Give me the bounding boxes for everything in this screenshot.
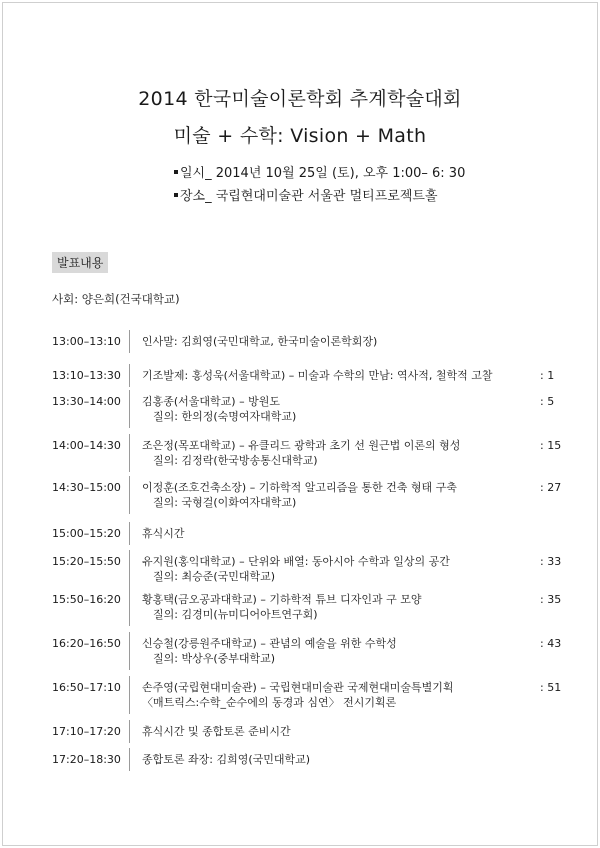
schedule-time: 16:50–17:10 — [52, 681, 121, 694]
schedule-content — [142, 554, 532, 584]
schedule-time: 13:30–14:00 — [52, 395, 121, 408]
schedule-content — [142, 480, 532, 510]
schedule-main-line: 유지원(홍익대학교) – 단위와 배열: 동아시아 수학과 일상의 공간 — [142, 555, 450, 568]
schedule-divider — [129, 550, 130, 588]
schedule-divider — [129, 476, 130, 514]
schedule-content — [142, 368, 532, 383]
schedule-divider — [129, 632, 130, 670]
schedule-page-number: : 5 — [540, 395, 555, 408]
schedule-sub-line: 질의: 최승준(국민대학교) — [153, 570, 276, 583]
schedule-divider — [129, 390, 130, 428]
schedule-main-line: 기조발제: 홍성욱(서울대학교) – 미술과 수학의 만남: 역사적, 철학적 고찰 — [142, 369, 493, 382]
schedule-main-line: 휴식시간 및 종합토론 준비시간 — [142, 725, 291, 738]
schedule-page-number: : 27 — [540, 481, 562, 494]
schedule-time: 17:20–18:30 — [52, 753, 121, 766]
schedule-divider — [129, 364, 130, 387]
schedule-time: 16:20–16:50 — [52, 637, 121, 650]
schedule-divider — [129, 330, 130, 353]
info-place — [174, 185, 438, 204]
schedule-sub-line: 질의: 김정락(한국방송통신대학교) — [153, 454, 318, 467]
schedule-main-line: 종합토론 좌장: 김희영(국민대학교) — [142, 753, 311, 766]
info-date — [174, 162, 465, 181]
schedule-sub-line: 질의: 박상우(중부대학교) — [153, 652, 276, 665]
schedule-time: 13:00–13:10 — [52, 335, 121, 348]
section-label: 발표내용 — [52, 252, 108, 273]
schedule-content — [142, 636, 532, 666]
schedule-time: 15:50–16:20 — [52, 593, 121, 606]
schedule-page-number: : 15 — [540, 439, 562, 452]
schedule-time: 14:00–14:30 — [52, 439, 121, 452]
schedule-content — [142, 526, 532, 541]
schedule-divider — [129, 522, 130, 545]
host-line: 사회: 양은희(건국대학교) — [52, 292, 180, 306]
schedule-page-number: : 1 — [540, 369, 555, 382]
schedule-main-line: 손주영(국립현대미술관) – 국립현대미술관 국제현대미술특별기획 — [142, 681, 454, 694]
schedule-sub-line: 〈매트릭스:수학_순수에의 동경과 심연〉 전시기획론 — [142, 696, 397, 709]
schedule-time: 13:10–13:30 — [52, 369, 121, 382]
schedule-main-line: 인사말: 김희영(국민대학교, 한국미술이론학회장) — [142, 335, 378, 348]
schedule-sub-line: 질의: 김경미(뉴미디어아트연구회) — [153, 608, 318, 621]
schedule-main-line: 황홍택(금오공과대학교) – 기하학적 튜브 디자인과 구 모양 — [142, 593, 422, 606]
schedule-page-number: : 35 — [540, 593, 562, 606]
schedule-main-line: 신승철(강릉원주대학교) – 관념의 예술을 위한 수학성 — [142, 637, 397, 650]
square-bullet-icon — [174, 193, 178, 197]
schedule-page-number: : 51 — [540, 681, 562, 694]
schedule-divider — [129, 720, 130, 743]
schedule-page-number: : 33 — [540, 555, 562, 568]
schedule-content — [142, 680, 532, 710]
page-title: 2014 한국미술이론학회 추계학술대회 — [138, 88, 462, 110]
schedule-main-line: 이정훈(조호건축소장) – 기하학적 알고리즘을 통한 건축 형태 구축 — [142, 481, 457, 494]
page-subtitle: 미술 + 수학: Vision + Math — [173, 125, 427, 147]
schedule-sub-line: 질의: 국형걸(이화여자대학교) — [153, 496, 297, 509]
info-date-text: 일시_ 2014년 10월 25일 (토), 오후 1:00– 6: 30 — [180, 166, 466, 181]
schedule-main-line: 휴식시간 — [142, 527, 185, 540]
schedule-content — [142, 592, 532, 622]
schedule-content — [142, 752, 532, 767]
schedule-divider — [129, 676, 130, 714]
schedule-content — [142, 334, 532, 349]
schedule-time: 15:20–15:50 — [52, 555, 121, 568]
schedule-page-number: : 43 — [540, 637, 562, 650]
schedule-content — [142, 724, 532, 739]
schedule-divider — [129, 748, 130, 771]
info-place-text: 장소_ 국립현대미술관 서울관 멀티프로젝트홀 — [180, 189, 438, 204]
schedule-divider — [129, 434, 130, 472]
schedule-main-line: 조은정(목포대학교) – 유클리드 광학과 초기 선 원근법 이론의 형성 — [142, 439, 461, 452]
schedule-time: 15:00–15:20 — [52, 527, 121, 540]
schedule-divider — [129, 588, 130, 626]
schedule-time: 14:30–15:00 — [52, 481, 121, 494]
schedule-sub-line: 질의: 한의정(숙명여자대학교) — [153, 410, 297, 423]
square-bullet-icon — [174, 170, 178, 174]
schedule-time: 17:10–17:20 — [52, 725, 121, 738]
schedule-content — [142, 394, 532, 424]
schedule-content — [142, 438, 532, 468]
schedule-main-line: 김홍종(서울대학교) – 방원도 — [142, 395, 280, 408]
